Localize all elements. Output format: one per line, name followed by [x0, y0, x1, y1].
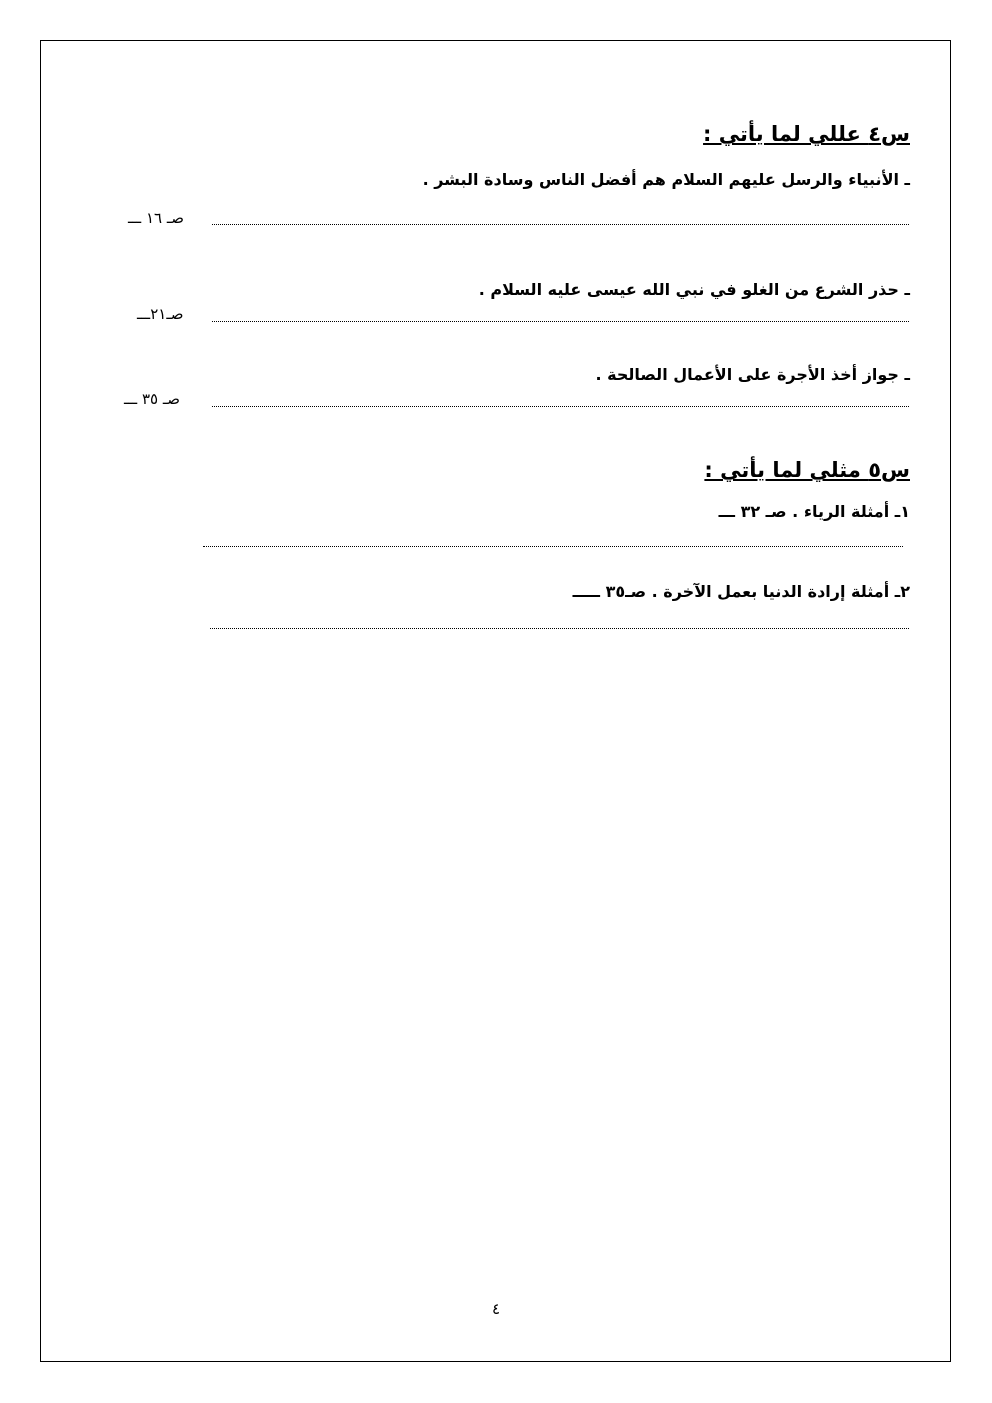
section4-answer-line-2[interactable]: [212, 321, 909, 322]
section4-page-ref-2: صـ٢١ـــ: [137, 305, 184, 323]
page-number: ٤: [491, 1300, 501, 1318]
section5-question-1: ١ـ أمثلة الرياء . صـ ٣٢ ـــ: [718, 502, 910, 521]
section4-answer-line-3[interactable]: [212, 406, 909, 407]
section4-question-3: ـ جواز أخذ الأجرة على الأعمال الصالحة .: [595, 365, 910, 384]
section4-page-ref-1: صـ ١٦ ـــ: [128, 209, 184, 227]
section4-answer-line-1[interactable]: [212, 224, 909, 225]
section5-heading: س٥ مثلي لما يأتي :: [704, 458, 910, 482]
section5-answer-line-2[interactable]: [210, 628, 909, 629]
page-frame: [40, 40, 951, 1362]
section4-question-2: ـ حذر الشرع من الغلو في نبي الله عيسى عليه السلام .: [478, 280, 910, 299]
section4-page-ref-3: صـ ٣٥ ـــ: [124, 390, 180, 408]
section4-heading: س٤ عللي لما يأتي :: [703, 122, 910, 146]
section5-question-2: ٢ـ أمثلة إرادة الدنيا بعمل الآخرة . صـ٣٥ ـــــ: [572, 582, 910, 601]
section5-answer-line-1[interactable]: [203, 546, 903, 547]
section4-question-1: ـ الأنبياء والرسل عليهم السلام هم أفضل الناس وسادة البشر .: [422, 170, 910, 189]
